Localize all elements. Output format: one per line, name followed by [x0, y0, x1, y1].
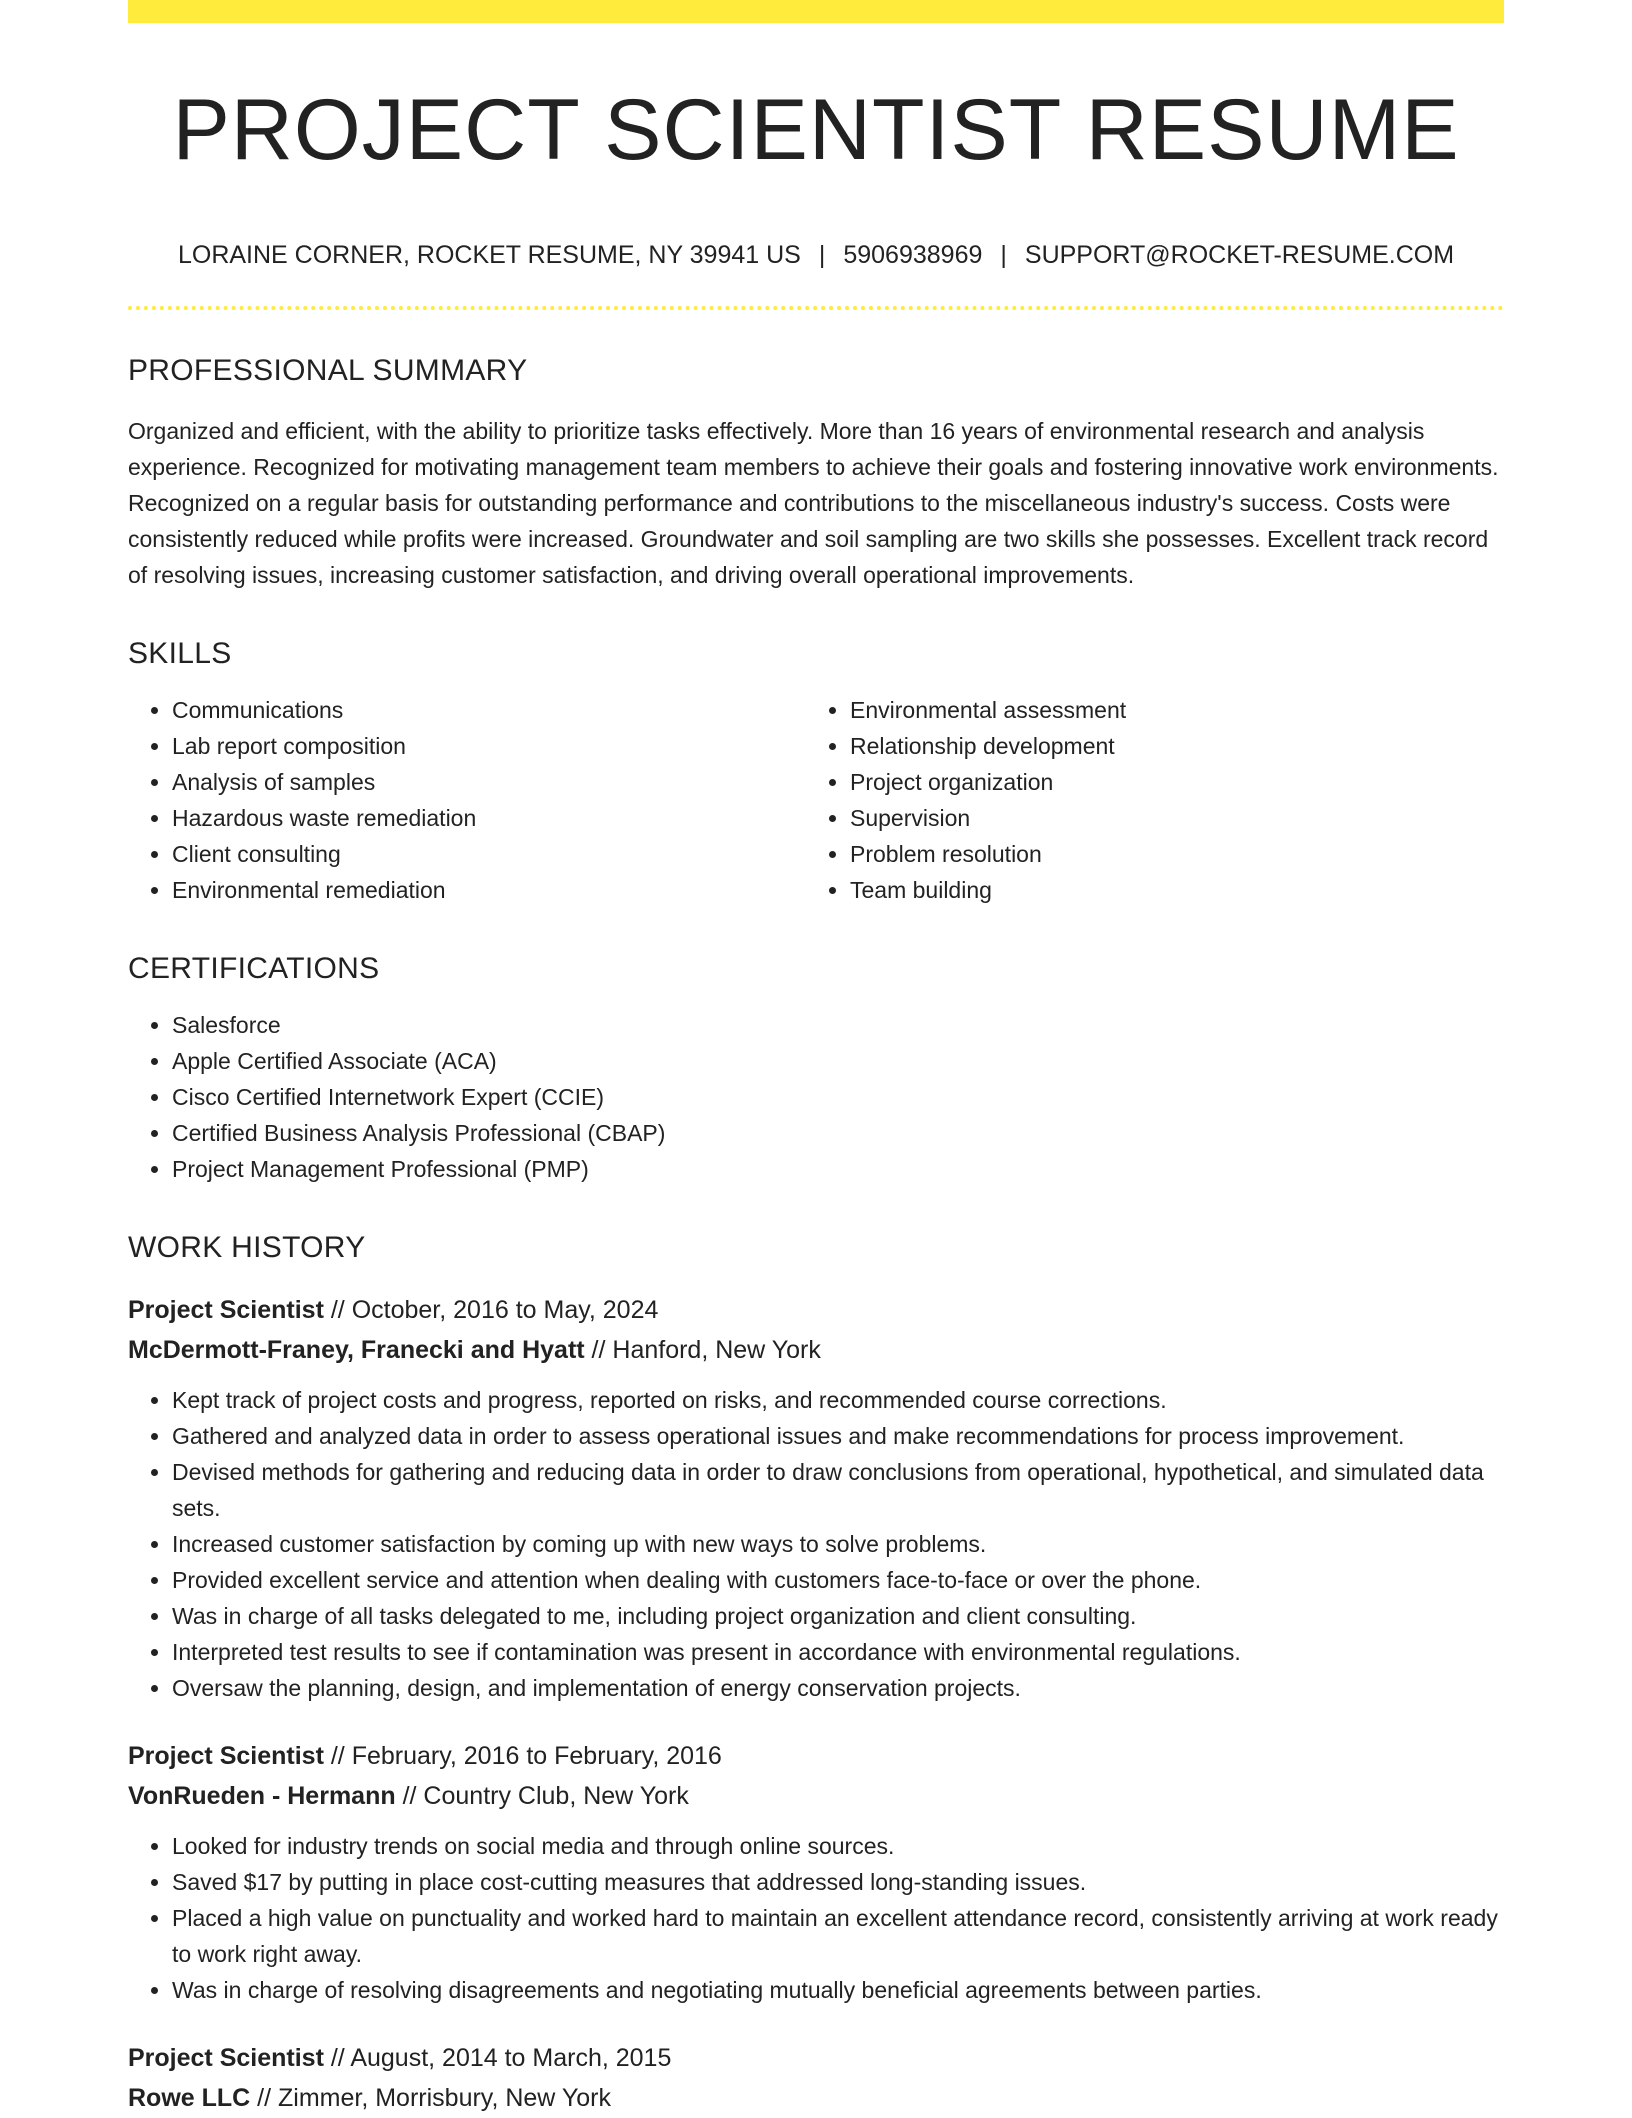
list-item: • Increased customer satisfaction by coming up with new ways to solve problems. — [172, 1526, 1504, 1562]
list-item: • Interpreted test results to see if contamination was present in accordance with environmental regulations. — [172, 1634, 1504, 1670]
contact-separator: | — [1000, 240, 1007, 269]
list-item: • Environmental assessment — [850, 692, 1484, 728]
list-item: • Certified Business Analysis Professional (CBAP) — [172, 1115, 1504, 1151]
job-entry — [128, 2038, 1504, 2118]
job-location: Zimmer, Morrisbury, New York — [278, 2083, 611, 2112]
job-entry — [128, 1736, 1504, 2008]
dotted-divider — [128, 306, 1504, 310]
list-item: • Gathered and analyzed data in order to assess operational issues and make recommendations for process improvement. — [172, 1418, 1504, 1454]
resume-page — [128, 0, 1504, 2118]
work-history-list — [128, 1290, 1504, 2118]
section-heading-certifications: CERTIFICATIONS — [128, 951, 380, 985]
job-separator: // — [584, 1335, 613, 1364]
skills-columns — [128, 692, 1504, 908]
job-separator: // — [395, 1781, 424, 1810]
skills-list-left — [128, 692, 806, 908]
list-item: • Devised methods for gathering and reducing data in order to draw conclusions from operational, hypothetical, and simulated data sets. — [172, 1454, 1504, 1526]
list-item: • Provided excellent service and attention when dealing with customers face-to-face or over the phone. — [172, 1562, 1504, 1598]
contact-phone: 5906938969 — [843, 240, 983, 269]
job-dates: August, 2014 to March, 2015 — [350, 2043, 672, 2072]
job-company: VonRueden - Hermann — [128, 1781, 396, 1810]
list-item: • Placed a high value on punctuality and worked hard to maintain an excellent attendance record, consistently arriving at work ready to work right away. — [172, 1900, 1504, 1972]
list-item: • Problem resolution — [850, 836, 1484, 872]
job-title: Project Scientist — [128, 2043, 324, 2072]
list-item: • Saved $17 by putting in place cost-cutting measures that addressed long-standing issues. — [172, 1864, 1504, 1900]
list-item: • Salesforce — [172, 1007, 1504, 1043]
job-separator: // — [323, 2043, 351, 2072]
contact-separator: | — [818, 240, 826, 269]
contact-line — [128, 240, 1504, 270]
list-item: • Looked for industry trends on social media and through online sources. — [172, 1828, 1504, 1864]
job-bullets — [128, 1828, 1504, 2008]
summary-text: Organized and efficient, with the ability to prioritize tasks effectively. More than 16 years of environmental research and analysis experience. Recognized for motivating management team members to achieve their goals and fostering innovative work environments. Recognized on a regular basis for outstanding performance and contributions to the miscellaneous industry's success. Costs were consistently reduced while profits were increased. Groundwater and soil sampling are two skills she possesses. Excellent track record of resolving issues, increasing customer satisfaction, and driving overall operational improvements. — [128, 417, 1499, 588]
job-separator: // — [250, 2083, 279, 2112]
list-item: • Team building — [850, 872, 1484, 908]
list-item: • Client consulting — [172, 836, 806, 872]
contact-address: LORAINE CORNER, ROCKET RESUME, NY 39941 US — [177, 240, 801, 269]
job-company: McDermott-Franey, Franecki and Hyatt — [128, 1335, 585, 1364]
list-item: • Was in charge of all tasks delegated to me, including project organization and client consulting. — [172, 1598, 1504, 1634]
section-heading-work-history: WORK HISTORY — [128, 1230, 366, 1264]
skills-list-right — [806, 692, 1484, 908]
job-dates: February, 2016 to February, 2016 — [351, 1741, 722, 1770]
job-company: Rowe LLC — [128, 2083, 251, 2112]
list-item: • Cisco Certified Internetwork Expert (CCIE) — [172, 1079, 1504, 1115]
job-title: Project Scientist — [128, 1741, 324, 1770]
list-item: • Hazardous waste remediation — [172, 800, 806, 836]
job-title-line — [128, 1290, 1504, 1330]
page-title: PROJECT SCIENTIST RESUME — [172, 82, 1460, 178]
job-location: Hanford, New York — [612, 1335, 821, 1364]
list-item: • Communications — [172, 692, 806, 728]
job-bullets — [128, 1382, 1504, 1706]
contact-email: SUPPORT@ROCKET-RESUME.COM — [1024, 240, 1455, 269]
job-location: Country Club, New York — [423, 1781, 689, 1810]
list-item: • Apple Certified Associate (ACA) — [172, 1043, 1504, 1079]
list-item: • Kept track of project costs and progress, reported on risks, and recommended course corrections. — [172, 1382, 1504, 1418]
list-item: • Project organization — [850, 764, 1484, 800]
list-item: • Project Management Professional (PMP) — [172, 1151, 1504, 1187]
job-company-line — [128, 1776, 1504, 1816]
list-item: • Oversaw the planning, design, and implementation of energy conservation projects. — [172, 1670, 1504, 1706]
list-item: • Analysis of samples — [172, 764, 806, 800]
job-dates: October, 2016 to May, 2024 — [351, 1295, 659, 1324]
certifications-list — [128, 1007, 1504, 1187]
job-separator: // — [323, 1741, 352, 1770]
job-company-line — [128, 1330, 1504, 1370]
section-heading-summary: PROFESSIONAL SUMMARY — [128, 353, 528, 387]
accent-top-bar — [128, 0, 1504, 23]
job-title: Project Scientist — [128, 1295, 324, 1324]
job-separator: // — [323, 1295, 352, 1324]
job-title-line — [128, 2038, 1504, 2078]
list-item: • Environmental remediation — [172, 872, 806, 908]
list-item: • Lab report composition — [172, 728, 806, 764]
section-heading-skills: SKILLS — [128, 636, 232, 670]
job-entry — [128, 1290, 1504, 1706]
list-item: • Was in charge of resolving disagreements and negotiating mutually beneficial agreements between parties. — [172, 1972, 1504, 2008]
job-title-line — [128, 1736, 1504, 1776]
list-item: • Supervision — [850, 800, 1484, 836]
list-item: • Relationship development — [850, 728, 1484, 764]
